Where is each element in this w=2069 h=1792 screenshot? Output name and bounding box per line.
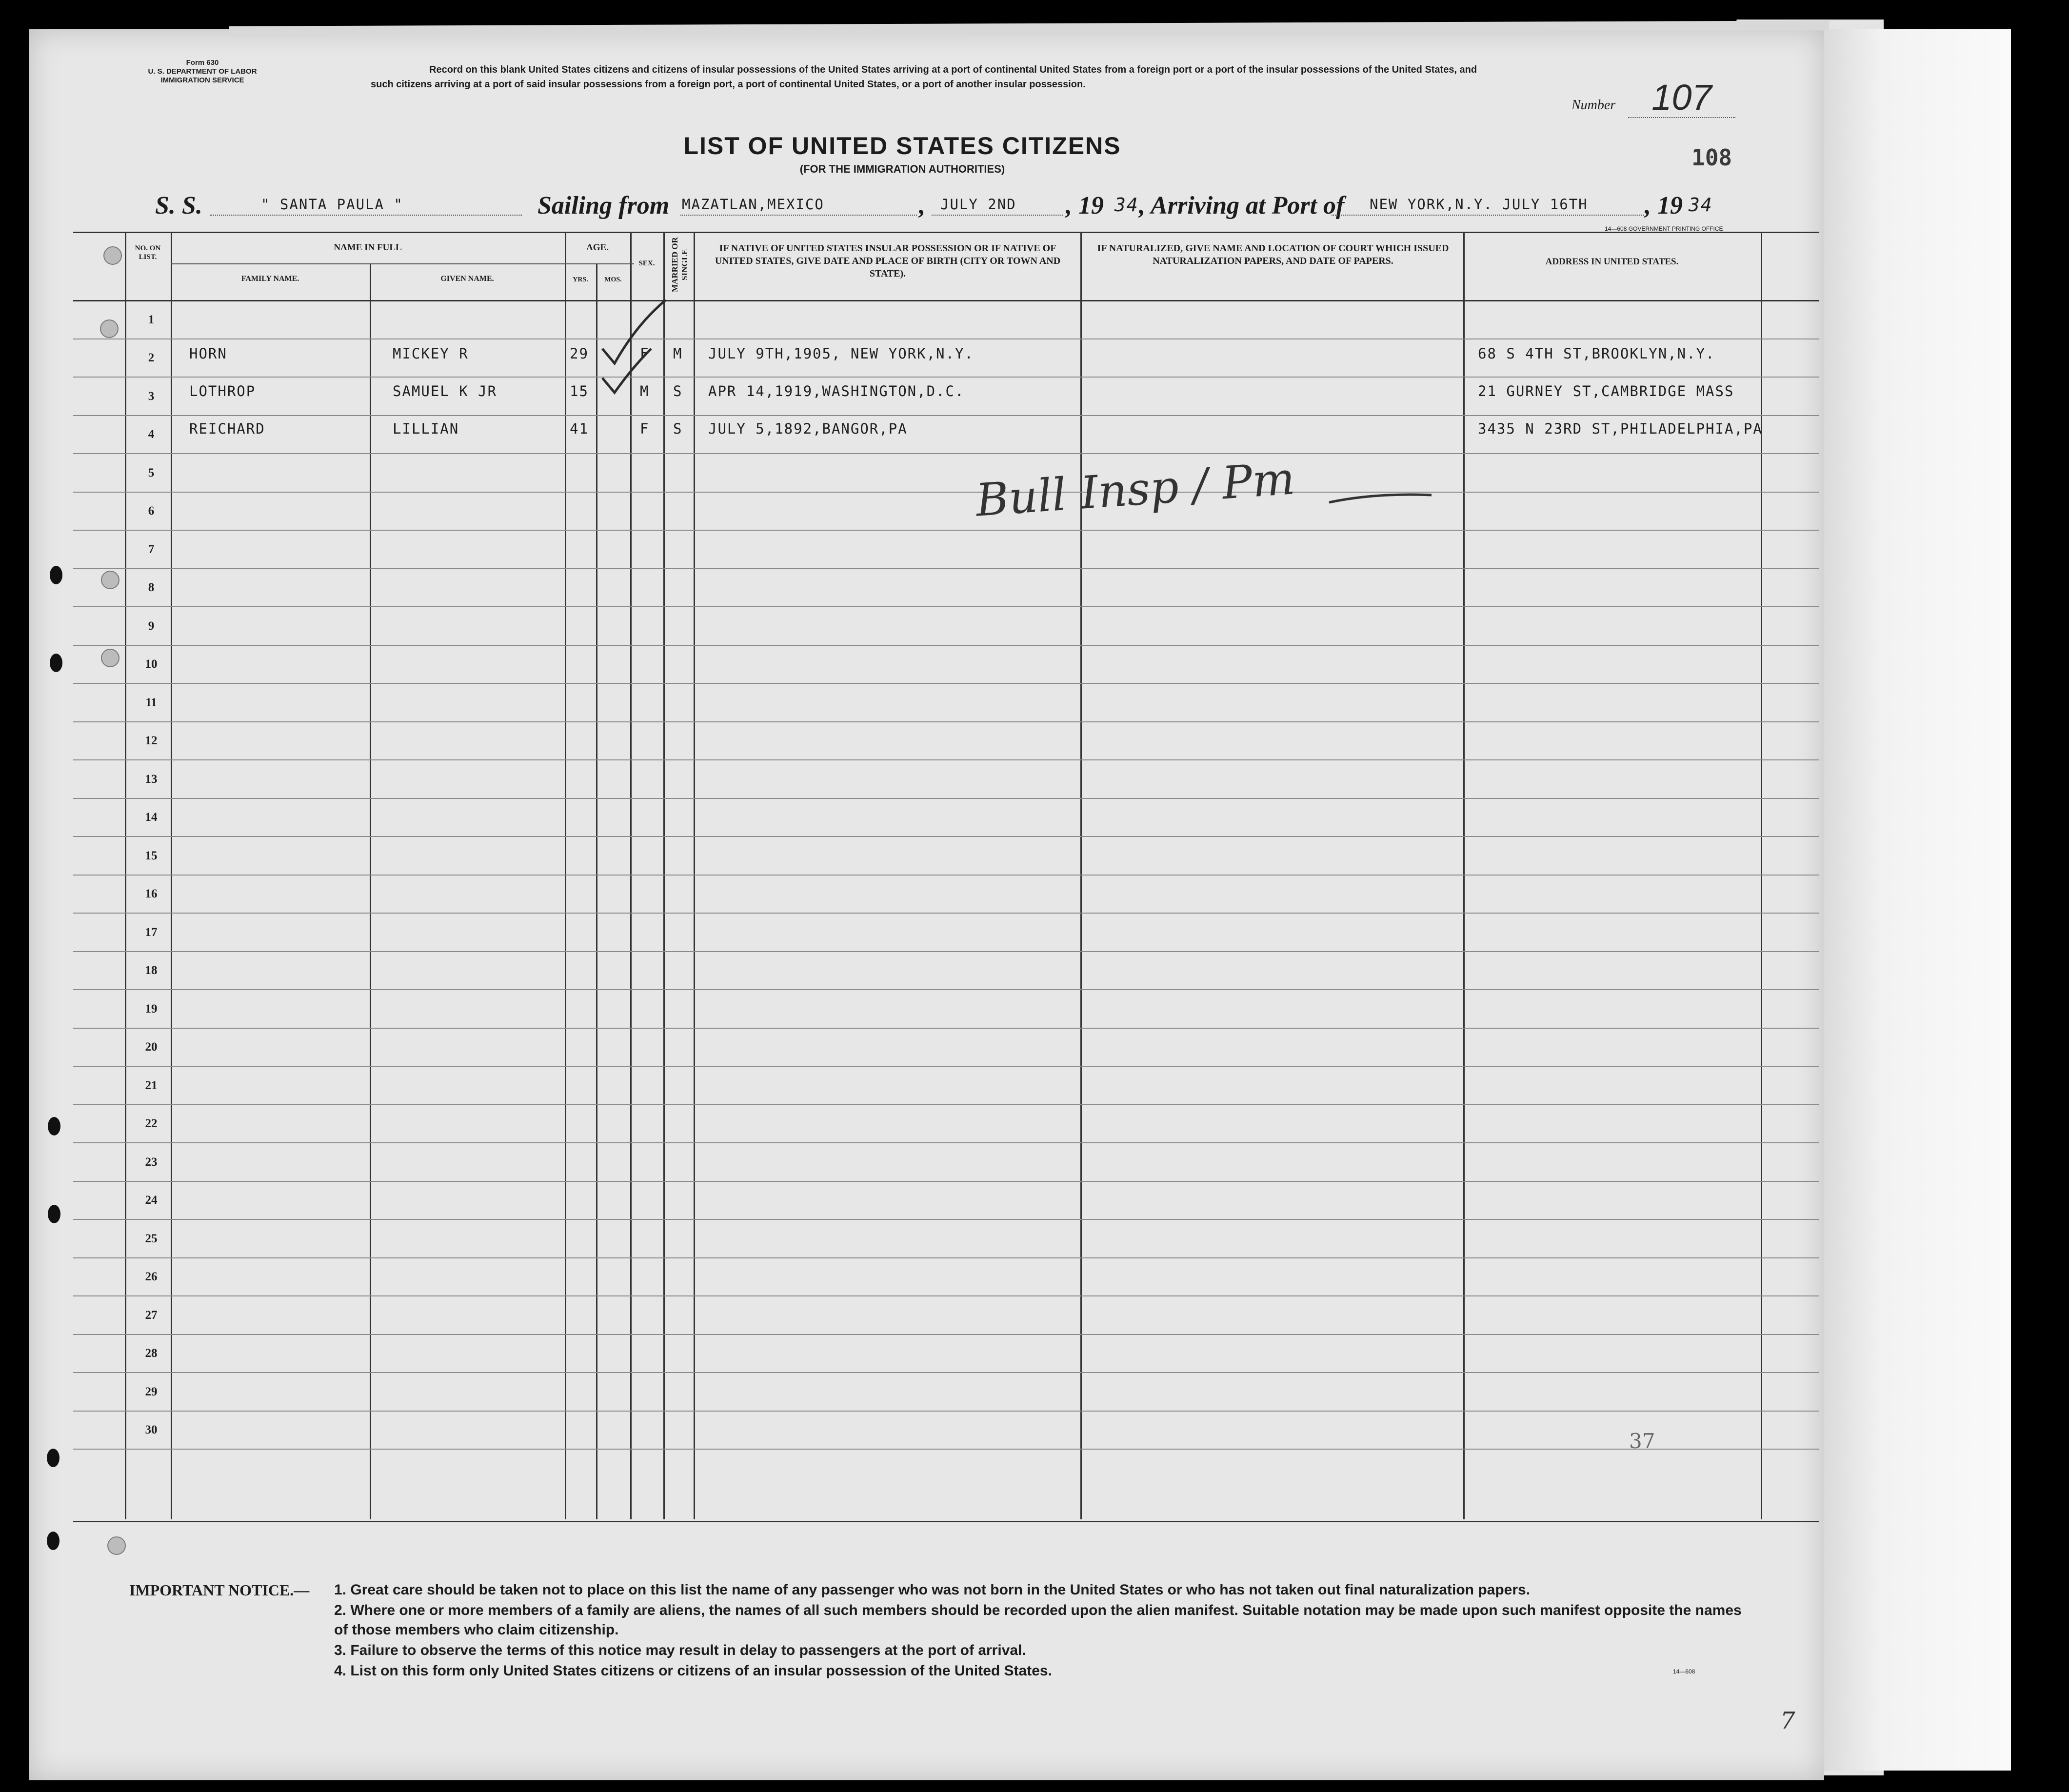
header-address: ADDRESS IN UNITED STATES. (1545, 257, 1679, 267)
arrival-line (1332, 215, 1644, 216)
footer-form-code: 14—608 (1673, 1668, 1695, 1675)
row-number: 10 (145, 657, 158, 671)
form-number: Form 630 (186, 59, 219, 67)
row-rule (73, 568, 1819, 569)
notice-item: 4. List on this form only United States citizens or citizens of an insular possession of the United States. (334, 1663, 1052, 1679)
row-number: 19 (145, 1002, 158, 1015)
row-rule (73, 989, 1819, 990)
page-title: LIST OF UNITED STATES CITIZENS (683, 132, 1121, 159)
row-rule (73, 1411, 1819, 1412)
sailing-date-line (932, 215, 1063, 216)
arrival-year-prefix: , 19 (1645, 192, 1683, 219)
row-rule (73, 1104, 1819, 1105)
birth-cell: APR 14,1919,WASHINGTON,D.C. (708, 383, 965, 399)
age-years-cell: 15 (570, 383, 589, 399)
row-number: 13 (145, 772, 158, 786)
age-years-cell: 41 (570, 420, 589, 437)
row-rule (73, 1066, 1819, 1067)
service-name: IMMIGRATION SERVICE (160, 76, 244, 84)
notice-item: 3. Failure to observe the terms of this notice may result in delay to passengers at the port of arrival. (334, 1642, 1026, 1658)
row-number: 26 (145, 1270, 158, 1283)
row-number: 3 (148, 389, 155, 403)
row-number: 11 (145, 696, 157, 709)
stamped-number: 108 (1691, 144, 1732, 171)
row-number: 30 (145, 1423, 158, 1436)
notice-item: 1. Great care should be taken not to place on this list the name of any passenger who was not born in the United States or who has not taken out final naturalization papers. (334, 1582, 1531, 1598)
given-name-cell: MICKEY R (393, 345, 469, 362)
corner-mark: 7 (1780, 1707, 1795, 1734)
row-number: 1 (148, 313, 155, 326)
row-rule (73, 721, 1819, 722)
row-number: 5 (148, 466, 155, 479)
row-rule (73, 913, 1819, 914)
binder-mark (50, 654, 62, 672)
given-name-cell: SAMUEL K JR (393, 383, 497, 399)
row-rule (73, 1028, 1819, 1029)
birth-cell: JULY 5,1892,BANGOR,PA (708, 420, 908, 437)
col-divider (171, 232, 172, 1519)
row-rule (73, 492, 1819, 493)
row-rule (73, 836, 1819, 837)
family-name-cell: REICHARD (189, 420, 265, 437)
sex-cell: F (640, 345, 650, 362)
row-number: 23 (145, 1155, 158, 1169)
row-rule (73, 1219, 1819, 1220)
row-number: 29 (145, 1385, 158, 1398)
header-family-name: FAMILY NAME. (241, 275, 299, 283)
row-rule (73, 377, 1819, 378)
comma: , (918, 192, 924, 219)
age-years-cell: 29 (570, 345, 589, 362)
row-number: 12 (145, 734, 158, 747)
col-divider (565, 232, 566, 1519)
col-divider (630, 232, 632, 1519)
row-number: 22 (145, 1117, 158, 1130)
row-rule (73, 645, 1819, 646)
pencil-mark: 37 (1629, 1429, 1655, 1453)
header-birth: IF NATIVE OF UNITED STATES INSULAR POSSESSION OR IF NATIVE OF UNITED STATES, GIVE DATE AND PLACE OF BIRTH (CITY OR TOWN AND STATE). (715, 243, 1061, 279)
row-number: 14 (145, 811, 158, 824)
marital-status-cell: S (673, 420, 683, 437)
row-number: 25 (145, 1232, 158, 1245)
manifest-number: 107 (1628, 78, 1735, 118)
sailing-date: JULY 2ND (940, 196, 1016, 213)
row-number: 18 (145, 964, 158, 977)
row-rule (73, 683, 1819, 684)
binder-mark (47, 1532, 60, 1550)
col-divider (694, 232, 695, 1519)
row-number: 9 (148, 619, 155, 633)
header-naturalization: IF NATURALIZED, GIVE NAME AND LOCATION OF COURT WHICH ISSUED NATURALIZATION PAPERS, AND DATE OF PAPERS. (1097, 243, 1449, 266)
row-rule (73, 1449, 1819, 1450)
address-cell: 21 GURNEY ST,CAMBRIDGE MASS (1478, 383, 1734, 399)
family-name-cell: LOTHROP (189, 383, 256, 399)
ss-label: S. S. (155, 192, 202, 219)
col-divider (1080, 232, 1082, 1519)
sailing-year: 34 (1114, 194, 1139, 216)
page-subtitle: (FOR THE IMMIGRATION AUTHORITIES) (799, 163, 1005, 175)
printing-note: 14—608 GOVERNMENT PRINTING OFFICE (1605, 225, 1723, 232)
row-rule (73, 1334, 1819, 1335)
notice-item: 2. Where one or more members of a family are aliens, the names of all such members should be recorded upon the alien manifest. Suitable notation may be made upon such manifest opposite the names of those members who claim citizenship. (334, 1602, 1742, 1638)
row-number: 21 (145, 1078, 158, 1092)
header-bottom-rule (73, 300, 1819, 301)
number-label: Number (1572, 98, 1616, 113)
ship-name: " SANTA PAULA " (261, 196, 403, 213)
underlying-page-edge (1795, 29, 2011, 1771)
header-married-or-single: MARRIED OR SINGLE (670, 237, 689, 293)
address-cell: 68 S 4TH ST,BROOKLYN,N.Y. (1478, 345, 1715, 362)
col-divider (125, 232, 126, 1519)
header-given-name: GIVEN NAME. (440, 275, 494, 283)
ship-name-line (210, 215, 522, 216)
sex-cell: F (640, 420, 650, 437)
header-yrs: YRS. (573, 276, 588, 283)
col-divider (596, 263, 597, 1519)
binder-mark (48, 1205, 60, 1223)
row-number: 20 (145, 1040, 158, 1054)
row-number: 15 (145, 849, 158, 862)
sex-cell: M (640, 383, 650, 399)
marital-status-cell: M (673, 345, 683, 362)
family-name-cell: HORN (189, 345, 227, 362)
row-rule (73, 1295, 1819, 1296)
arriving-label: , Arriving at Port of (1139, 192, 1345, 219)
binder-hole (107, 1536, 126, 1555)
row-rule (73, 1142, 1819, 1143)
row-rule (73, 951, 1819, 952)
arrival-year: 34 (1689, 194, 1713, 216)
row-rule (73, 798, 1819, 799)
row-rule (73, 415, 1819, 416)
row-rule (73, 1372, 1819, 1373)
address-cell: 3435 N 23RD ST,PHILADELPHIA,PA (1478, 420, 1763, 437)
row-number: 4 (148, 428, 155, 441)
row-number: 28 (145, 1347, 158, 1360)
row-rule (73, 1181, 1819, 1182)
header-mos: MOS. (604, 276, 622, 283)
row-number: 27 (145, 1308, 158, 1322)
row-rule (73, 875, 1819, 876)
row-rule (73, 1257, 1819, 1258)
row-number: 24 (145, 1194, 158, 1207)
sailing-port-line (680, 215, 917, 216)
sailing-year-prefix: , 19 (1066, 192, 1104, 219)
sailing-from-label: Sailing from (537, 192, 670, 219)
header-name-in-full: NAME IN FULL (334, 242, 402, 253)
birth-cell: JULY 9TH,1905, NEW YORK,N.Y. (708, 345, 974, 362)
row-number: 8 (148, 581, 155, 594)
sailing-port: MAZATLAN,MEXICO (682, 196, 824, 213)
header-no: NO. ON LIST. (135, 244, 161, 261)
given-name-cell: LILLIAN (393, 420, 459, 437)
row-rule (73, 453, 1819, 454)
form-instructions: Record on this blank United States citizens and citizens of insular possessions of the United States arriving at a port of continental United States from a foreign port or a port of the insular possessions of the United States, and such citizens arriving at a port of said insular possessions from a foreign port, a port of continental United States, or a port of another insular possession. (371, 64, 1477, 90)
col-divider (663, 232, 665, 1519)
header-sex: SEX. (638, 259, 655, 267)
row-number: 2 (148, 351, 155, 364)
binder-mark (50, 566, 62, 584)
row-number: 16 (145, 887, 158, 900)
signature-underline (1327, 488, 1434, 507)
inspector-signature: Bull Insp / Pm (974, 452, 1297, 527)
notice-heading: IMPORTANT NOTICE.— (129, 1581, 310, 1599)
header-subdivider (171, 263, 634, 264)
marital-status-cell: S (673, 383, 683, 399)
form-department-block (73, 59, 332, 85)
row-number: 6 (148, 504, 155, 518)
binder-mark (48, 1117, 60, 1135)
col-divider (370, 263, 371, 1519)
binder-mark (47, 1449, 60, 1467)
row-rule (73, 606, 1819, 607)
row-rule (73, 759, 1819, 760)
header-age: AGE. (586, 242, 609, 253)
row-rule (73, 530, 1819, 531)
row-number: 17 (145, 925, 158, 939)
row-rule (73, 338, 1819, 339)
row-number: 7 (148, 542, 155, 556)
arrival-port-date: NEW YORK,N.Y. JULY 16TH (1370, 196, 1588, 213)
department-name: U. S. DEPARTMENT OF LABOR (148, 67, 257, 76)
check-mark-icon (597, 295, 671, 407)
col-divider (1463, 232, 1465, 1519)
